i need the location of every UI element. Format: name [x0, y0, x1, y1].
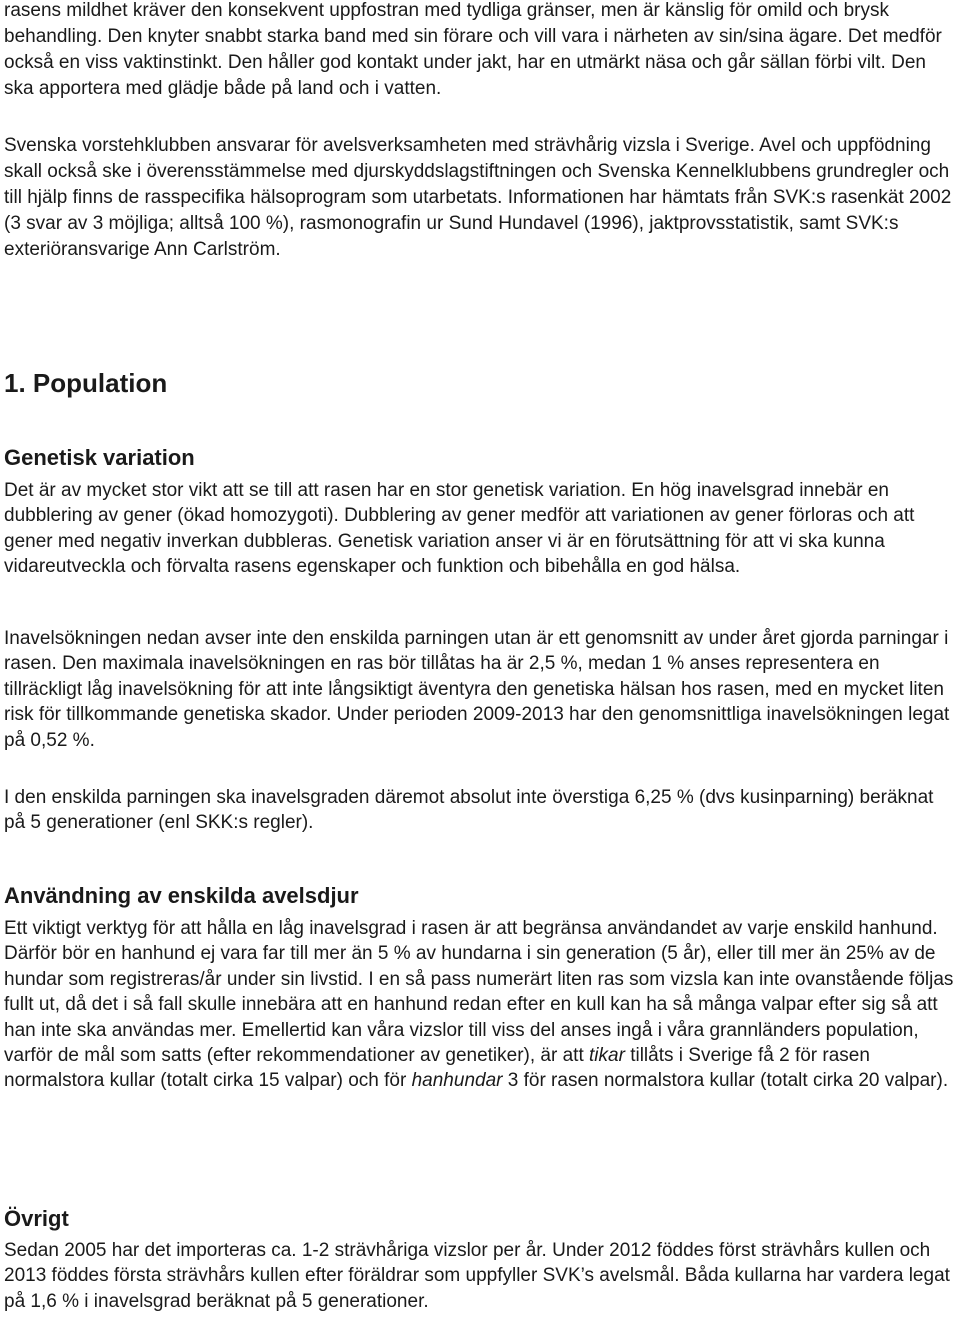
- usage-text-end: 3 för rasen normalstora kullar (totalt cirka 20 valpar).: [502, 1070, 949, 1092]
- intro-paragraph: rasens mildhet kräver den konsekvent uppfostran med tydliga gränser, men är känslig för omild och brysk behandling. Den knyter snabbt starka band med sin förare och vill vara i närheten av sin/sina ägare. Det medför också en viss vaktinstinkt. Den håller god kontakt under jakt, har en utmärkt näsa och går sällan förbi vilt. Den ska apportera med glädje både på land och i vatten.: [4, 0, 942, 99]
- section-heading-other: Övrigt: [4, 1206, 69, 1231]
- individual-mating-paragraph: I den enskilda parningen ska inavelsgraden däremot absolut inte överstiga 6,25 % (dvs kusinparning) beräknat på 5 generationer (enl SKK:s regler).: [4, 787, 934, 834]
- other-paragraph: Sedan 2005 har det importeras ca. 1-2 strävhåriga vizslor per år. Under 2012 föddes först strävhårs kullen och 2013 föddes första strävhårs kullen efter föräldrar som uppfyller SVK’s avelsmål. Båda kullarna har vardera legat på 1,6 % i inavelsgrad beräknat på 5 generationer.: [4, 1240, 950, 1312]
- usage-italic-males: hanhundar: [411, 1070, 503, 1092]
- subheading-genetic-variation: Genetisk variation: [4, 445, 195, 470]
- usage-paragraph: [4, 916, 956, 1094]
- club-paragraph: Svenska vorstehklubben ansvarar för avelsverksamheten med strävhårig vizsla i Sverige. Avel och uppfödning skall också ske i överensstämmelse med djurskyddslagstiftningen och Svenska Kennelklubbens grundregler och till hjälp finns de rasspecifika hälsoprogram som utarbetats. Informationen har hämtats från SVK:s rasenkät 2002 (3 svar av 3 möjliga; alltså 100 %), rasmonografin ur Sund Hundavel (1996), jaktprovsstatistik, samt SVK:s exteriöransvarige Ann Carlström.: [4, 135, 952, 260]
- usage-text-mid: tillåts i Sverige få 2 för rasen normalstora kullar (totalt cirka 15 valpar) och för: [4, 1045, 870, 1092]
- usage-italic-bitches: tikar: [589, 1045, 625, 1067]
- usage-text-start: Ett viktigt verktyg för att hålla en låg inavelsgrad i rasen är att begränsa användandet av varje enskild hanhund. Därför bör en hanhund ej vara far till mer än 5 % av hundarna i sin generation (5 år), eller till mer än 25% av de hundar som registreras/år under sin livstid. I en så pass numerärt liten ras som vizsla kan inte ovanstående följas fullt ut, då det i så fall skulle innebära att en hanhund redan efter en kull kan ha så många valpar efter sig så att han inte ska användas mer. Emellertid kan våra vizslor till viss del anses ingå i våra grannländers population, varför de mål som satts (efter rekommendationer av genetiker), är att: [4, 918, 954, 1067]
- inbreeding-paragraph: Inavelsökningen nedan avser inte den enskilda parningen utan är ett genomsnitt av under året gjorda parningar i rasen. Den maximala inavelsökningen en ras bör tillåtas ha är 2,5 %, medan 1 % anses representera en tillräckligt låg inavelsökning för att inte långsiktigt äventyra den genetiska hälsan hos rasen, med en mycket liten risk för tillkommande genetiska skador. Under perioden 2009-2013 har den genomsnittliga inavelsökningen legat på 0,52 %.: [4, 628, 950, 751]
- section-heading-usage: Användning av enskilda avelsdjur: [4, 883, 359, 908]
- section-heading-population: 1. Population: [4, 368, 168, 398]
- genetic-variation-paragraph: Det är av mycket stor vikt att se till att rasen har en stor genetisk variation. En hög inavelsgrad innebär en dubblering av gener (ökad homozygoti). Dubblering av gener medför att variationen av gener förloras och att gener med negativ inverkan dubbleras. Genetisk variation anser vi är en förutsättning för att vi ska kunna vidareutveckla och förvalta rasens egenskaper och funktion och bibehålla en god hälsa.: [4, 480, 915, 578]
